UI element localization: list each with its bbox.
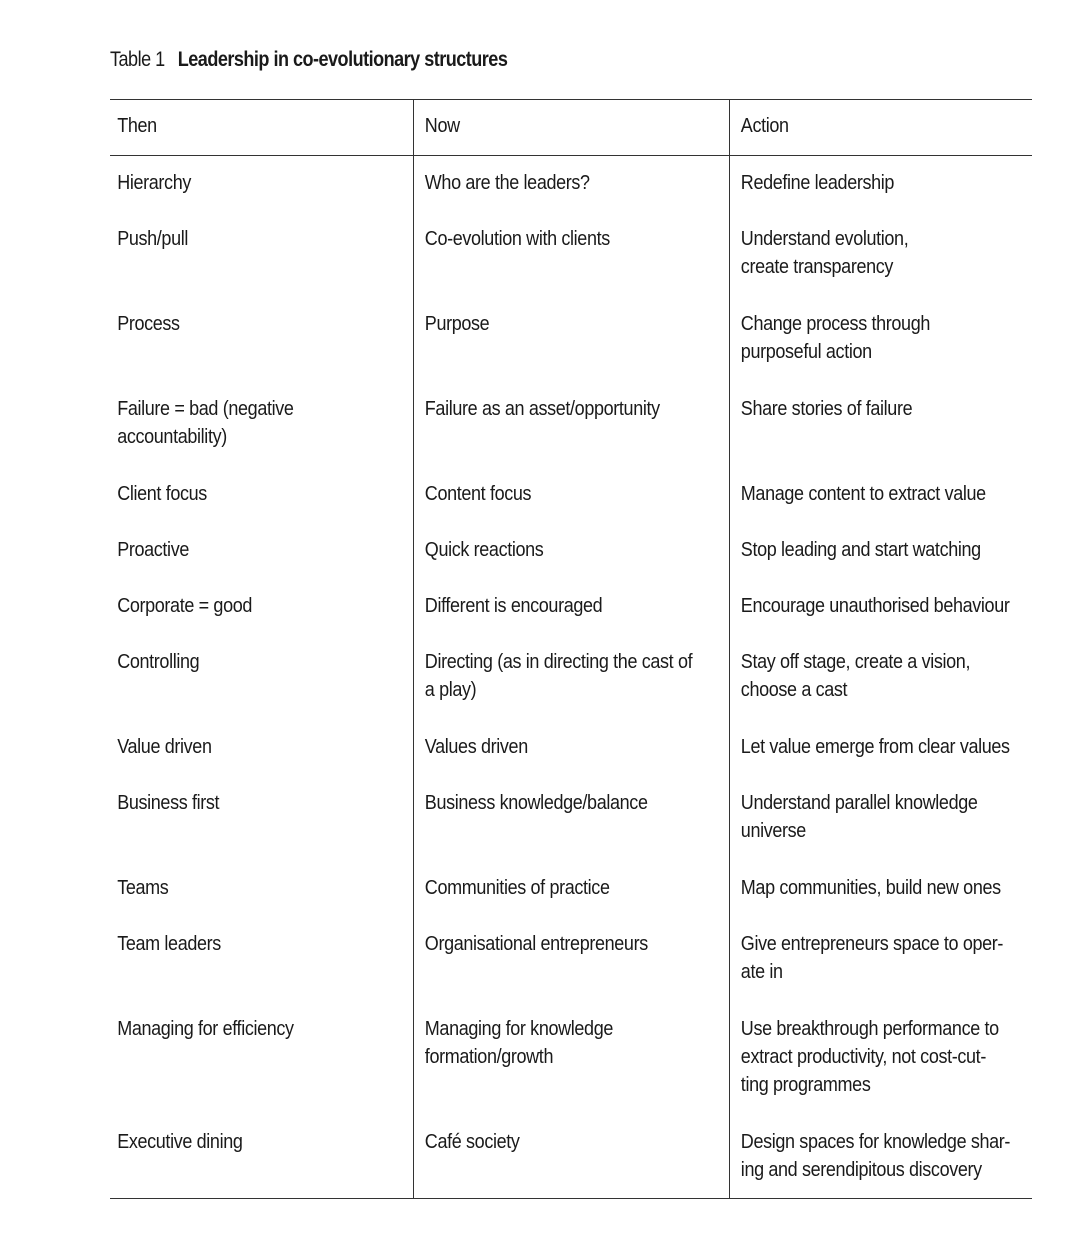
cell-now: Organisational entrepreneurs — [413, 917, 729, 1002]
table-row — [110, 382, 1032, 467]
cell-then: Controlling — [117, 651, 200, 673]
table-row — [110, 720, 1032, 776]
cell-now: Managing for knowledge formation/growth — [413, 1002, 729, 1115]
cell-action: Stop leading and start watching — [729, 523, 1032, 579]
cell-action: Use breakthrough performance to extract productivity, not cost-cut- ting programmes — [729, 1002, 1032, 1115]
table-number: Table 1 — [110, 48, 165, 71]
cell-action: Map communities, build new ones — [729, 861, 1032, 917]
cell-action: Encourage unauthorised behaviour — [729, 579, 1032, 635]
cell-then: Managing for efficiency — [117, 1018, 294, 1040]
table-row — [110, 579, 1032, 635]
cell-action: Design spaces for knowledge shar- ing and serendipitous discovery — [729, 1115, 1032, 1199]
cell-then: Hierarchy — [117, 172, 191, 194]
cell-then: Client focus — [117, 483, 207, 505]
cell-now: Communities of practice — [413, 861, 729, 917]
table-row — [110, 1002, 1032, 1115]
cell-now: Co-evolution with clients — [413, 212, 729, 297]
table-row — [110, 635, 1032, 720]
cell-then: Proactive — [117, 539, 190, 561]
cell-action: Redefine leadership — [729, 156, 1032, 213]
cell-action: Give entrepreneurs space to oper- ate in — [729, 917, 1032, 1002]
cell-action: Change process through purposeful action — [729, 297, 1032, 382]
leadership-table — [110, 99, 1032, 1199]
cell-then: Executive dining — [110, 1115, 413, 1199]
table-row — [110, 156, 1032, 213]
table-row — [110, 1115, 1032, 1199]
cell-action: Share stories of failure — [729, 382, 1032, 467]
header-action: Action — [729, 100, 1032, 156]
table-row — [110, 917, 1032, 1002]
cell-then: Push/pull — [117, 228, 189, 250]
cell-now: Directing (as in directing the cast of a play) — [413, 635, 729, 720]
header-row — [110, 100, 1032, 156]
cell-action: Stay off stage, create a vision, choose a cast — [729, 635, 1032, 720]
cell-action: Manage content to extract value — [729, 467, 1032, 523]
cell-now: Content focus — [413, 467, 729, 523]
cell-now: Different is encouraged — [413, 579, 729, 635]
cell-now: Quick reactions — [413, 523, 729, 579]
cell-now: Values driven — [413, 720, 729, 776]
cell-now: Who are the leaders? — [413, 156, 729, 213]
cell-action: Let value emerge from clear values — [729, 720, 1032, 776]
cell-then: Value driven — [117, 736, 212, 758]
cell-action: Understand parallel knowledge universe — [729, 776, 1032, 861]
cell-now: Purpose — [413, 297, 729, 382]
header-now: Now — [413, 100, 729, 156]
header-then: Then — [110, 100, 413, 156]
cell-then: Team leaders — [117, 933, 221, 955]
cell-then: Failure = bad (negative accountability) — [117, 398, 294, 448]
cell-action: Understand evolution, create transparency — [729, 212, 1032, 297]
cell-then: Corporate = good — [117, 595, 253, 617]
table-row — [110, 297, 1032, 382]
cell-then: Business first — [117, 792, 220, 814]
cell-now: Failure as an asset/opportunity — [413, 382, 729, 467]
cell-then: Teams — [117, 877, 169, 899]
table-row — [110, 467, 1032, 523]
cell-then: Process — [117, 313, 180, 335]
cell-now: Business knowledge/balance — [413, 776, 729, 861]
table-body — [110, 156, 1032, 1199]
table-row — [110, 523, 1032, 579]
table-row — [110, 776, 1032, 861]
table-title: Leadership in co-evolutionary structures — [177, 48, 508, 71]
table-caption — [110, 48, 507, 72]
table-row — [110, 861, 1032, 917]
table-row — [110, 212, 1032, 297]
cell-now: Café society — [413, 1115, 729, 1199]
